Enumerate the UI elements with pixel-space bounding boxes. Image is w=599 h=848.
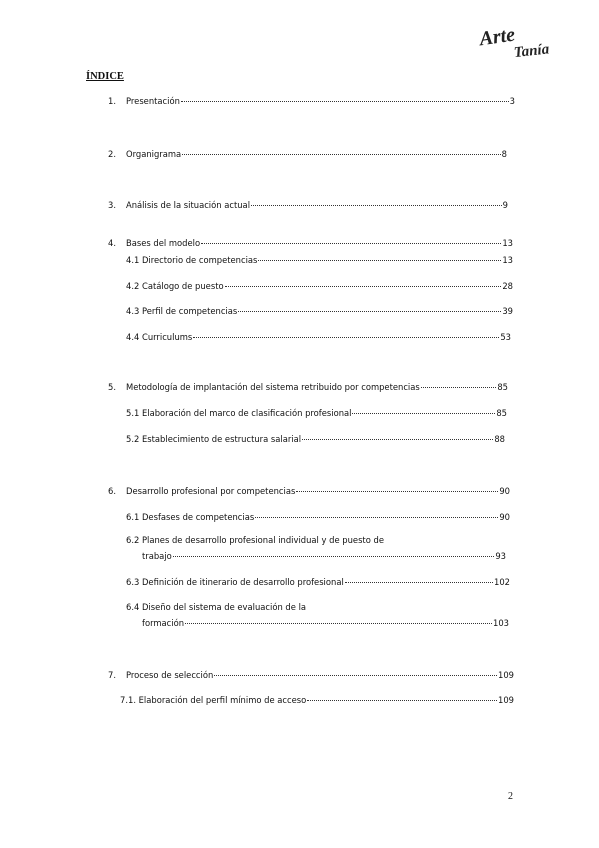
toc-dot-leader (238, 311, 501, 312)
toc-entry[interactable] (108, 670, 514, 680)
toc-entry[interactable] (126, 408, 507, 418)
toc-entry-label: trabajo (142, 551, 172, 561)
toc-entry-label: Presentación (126, 96, 180, 106)
toc-entry-label: Proceso de selección (126, 670, 214, 680)
toc-dot-leader (345, 582, 493, 583)
toc-entry[interactable] (126, 434, 505, 444)
toc-entry-first-line: 6.4 Diseño del sistema de evaluación de la (126, 602, 307, 612)
logo-wordmark-top: Arte (478, 23, 517, 51)
toc-entry[interactable] (126, 512, 510, 522)
toc-entry-number: 7. (108, 670, 116, 680)
toc-entry-page: 28 (502, 281, 513, 291)
toc-entry-number: 4. (108, 238, 116, 248)
toc-entry-number: 5. (108, 382, 116, 392)
toc-dot-leader (182, 154, 501, 155)
toc-dot-leader (307, 700, 497, 701)
toc-dot-leader (173, 556, 495, 557)
page-number: 2 (508, 791, 513, 802)
toc-entry-page: 13 (502, 255, 513, 265)
toc-entry[interactable] (108, 200, 508, 210)
toc-entry-page: 9 (502, 200, 508, 210)
toc-entry-label: Organigrama (126, 149, 182, 159)
toc-entry[interactable] (108, 149, 507, 159)
toc-entry-label: formación (142, 618, 185, 628)
toc-entry-label: Desarrollo profesional por competencias (126, 486, 296, 496)
toc-entry[interactable] (126, 332, 511, 342)
toc-dot-leader (201, 243, 501, 244)
toc-entry[interactable] (126, 255, 513, 265)
toc-entry[interactable] (142, 618, 509, 628)
toc-dot-leader (296, 491, 498, 492)
toc-dot-leader (225, 286, 502, 287)
toc-entry-page: 109 (498, 695, 514, 705)
toc-entry-label: 5.1 Elaboración del marco de clasificación profesional (126, 408, 352, 418)
toc-entry-page: 90 (499, 512, 510, 522)
toc-entry-first-line: 6.2 Planes de desarrollo profesional individual y de puesto de (126, 535, 384, 545)
toc-entry-page: 102 (494, 577, 510, 587)
toc-entry-page: 85 (496, 408, 507, 418)
toc-dot-leader (193, 337, 499, 338)
toc-entry-label: 6.1 Desfases de competencias (126, 512, 255, 522)
toc-entry[interactable] (142, 551, 506, 561)
toc-dot-leader (352, 413, 495, 414)
toc-entry-page: 13 (502, 238, 513, 248)
toc-entry-label: 4.1 Directorio de competencias (126, 255, 258, 265)
toc-entry-label: Bases del modelo (126, 238, 201, 248)
toc-dot-leader (258, 260, 501, 261)
toc-entry-page: 8 (501, 149, 507, 159)
toc-entry[interactable] (126, 306, 513, 316)
toc-entry-page: 109 (498, 670, 514, 680)
toc-entry-label: 5.2 Establecimiento de estructura salarial (126, 434, 302, 444)
toc-dot-leader (214, 675, 497, 676)
toc-entry-label: 4.4 Curriculums (126, 332, 193, 342)
toc-entry-number: 2. (108, 149, 116, 159)
toc-entry-page: 88 (494, 434, 505, 444)
toc-entry-page: 39 (502, 306, 513, 316)
toc-entry-page: 103 (493, 618, 509, 628)
toc-entry-label: 4.2 Catálogo de puesto (126, 281, 224, 291)
toc-dot-leader (251, 205, 502, 206)
toc-entry-label: 7.1. Elaboración del perfil mínimo de acceso (120, 695, 307, 705)
toc-entry-label: 4.3 Perfil de competencias (126, 306, 238, 316)
toc-entry-number: 6. (108, 486, 116, 496)
toc-dot-leader (302, 439, 493, 440)
toc-dot-leader (255, 517, 498, 518)
toc-entry-number: 1. (108, 96, 116, 106)
toc-entry[interactable] (108, 486, 510, 496)
toc-entry-label: 6.3 Definición de itinerario de desarrollo profesional (126, 577, 344, 587)
toc-entry[interactable] (120, 695, 514, 705)
toc-entry[interactable] (108, 382, 508, 392)
toc-entry[interactable] (126, 577, 510, 587)
logo (474, 22, 570, 62)
toc-entry-label: Metodología de implantación del sistema retribuido por competencias (126, 382, 420, 392)
toc-dot-leader (421, 387, 497, 388)
toc-entry-page: 53 (500, 332, 511, 342)
toc-heading: ÍNDICE (86, 71, 124, 82)
toc-entry-page: 85 (497, 382, 508, 392)
toc-dot-leader (181, 101, 509, 102)
toc-entry-page: 93 (495, 551, 506, 561)
toc-dot-leader (185, 623, 492, 624)
toc-entry-number: 3. (108, 200, 116, 210)
toc-entry[interactable] (108, 96, 515, 106)
toc-entry[interactable] (108, 238, 513, 248)
toc-entry-label: Análisis de la situación actual (126, 200, 251, 210)
toc-entry-page: 3 (509, 96, 515, 106)
logo-wordmark-bottom: Tanía (513, 41, 550, 62)
toc-entry-page: 90 (499, 486, 510, 496)
toc-entry[interactable] (126, 281, 513, 291)
